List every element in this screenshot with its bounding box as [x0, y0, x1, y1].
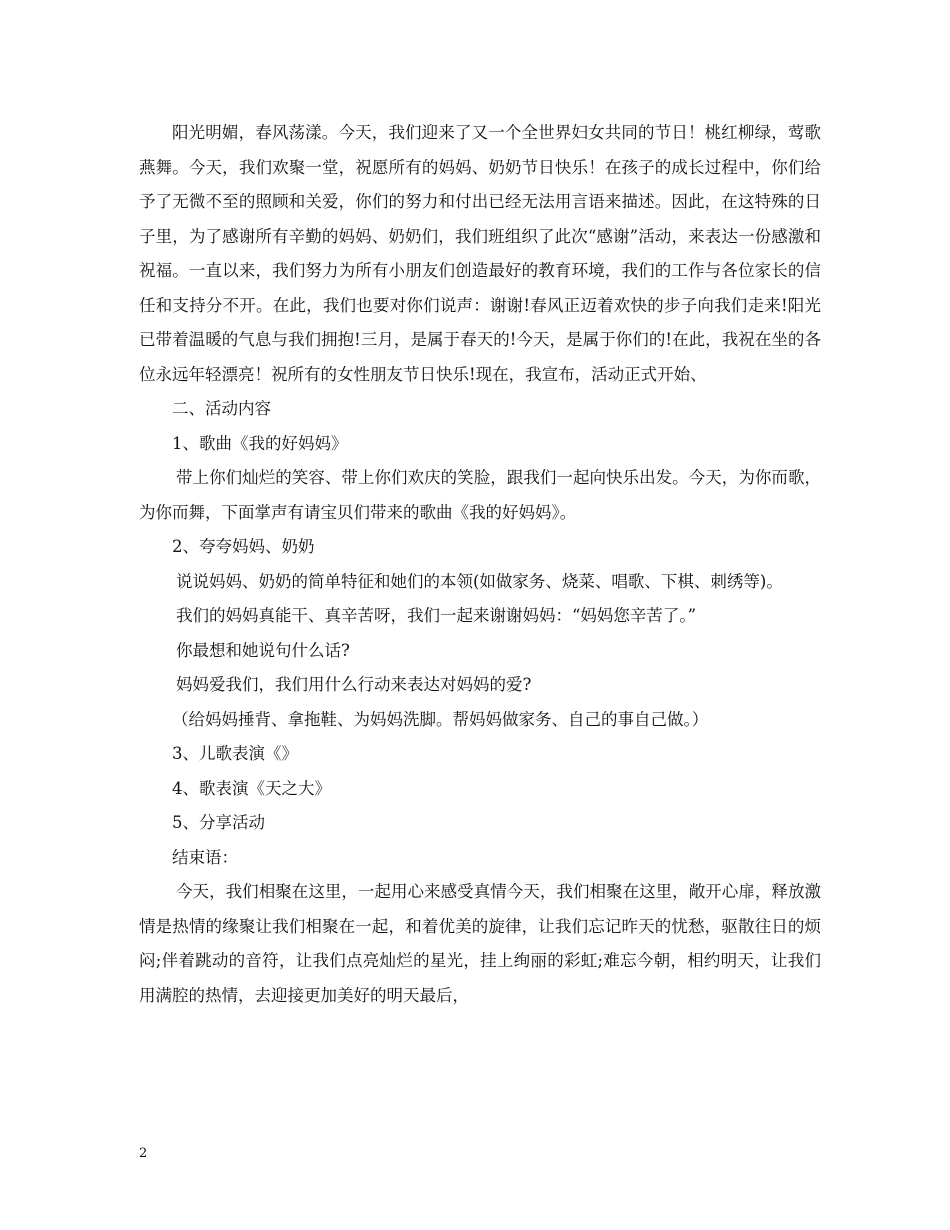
item-heading-rhyme: 3、儿歌表演《》	[172, 744, 298, 763]
item-heading-song: 1、歌曲《我的好妈妈》	[172, 433, 348, 453]
item-heading-praise: 2、夸夸妈妈、奶奶	[172, 537, 315, 556]
paragraph-song: 带上你们灿烂的笑容、带上你们欢庆的笑脸，跟我们一起向快乐出发。今天，为你而歌，为你而舞，下面掌声有请宝贝们带来的歌曲《我的好妈妈》。	[139, 468, 821, 522]
section-heading-activities: 二、活动内容	[172, 399, 271, 418]
closing-heading: 结束语：	[172, 847, 238, 867]
item-heading-sharing: 5、分享活动	[172, 813, 265, 832]
paragraph-question-1: 你最想和她说句什么话?	[176, 640, 350, 660]
document-body	[139, 116, 821, 1013]
paragraph-answer: （给妈妈捶背、拿拖鞋、为妈妈洗脚。帮妈妈做家务、自己的事自己做。）	[172, 709, 709, 729]
paragraph-intro: 阳光明媚，春风荡漾。今天，我们迎来了又一个全世界妇女共同的节日！桃红柳绿，莺歌燕舞。今天，我们欢聚一堂，祝愿所有的妈妈、奶奶节日快乐！在孩子的成长过程中，你们给予了无微不至的照顾和关爱，你们的努力和付出已经无法用言语来描述。因此，在这特殊的日子里，为了感谢所有辛勤的妈妈、奶奶们，我们班组织了此次“感谢”活动，来表达一份感激和祝福。一直以来，我们努力为所有小朋友们创造最好的教育环境，我们的工作与各位家长的信任和支持分不开。在此，我们也要对你们说声：谢谢!春风正迈着欢快的步子向我们走来!阳光已带着温暖的气息与我们拥抱!三月，是属于春天的!今天，是属于你们的!在此，我祝在坐的各位永远年轻漂亮！祝所有的女性朋友节日快乐!现在，我宣布，活动正式开始、	[139, 123, 821, 384]
item-heading-performance: 4、歌表演《天之大》	[172, 778, 331, 798]
paragraph-question-2: 妈妈爱我们，我们用什么行动来表达对妈妈的爱?	[176, 675, 532, 694]
paragraph-thanks: 我们的妈妈真能干、真辛苦呀，我们一起来谢谢妈妈：“妈妈您辛苦了。”	[176, 606, 697, 625]
paragraph-closing: 今天，我们相聚在这里，一起用心来感受真情今天，我们相聚在这里，敞开心扉，释放激情是热情的缘聚让我们相聚在一起，和着优美的旋律，让我们忘记昨天的忧愁，驱散往日的烦闷;伴着跳动的音符，让我们点亮灿烂的星光，挂上绚丽的彩虹;难忘今朝，相约明天，让我们用满腔的热情，去迎接更加美好的明天最后，	[139, 882, 821, 1005]
paragraph-praise-intro: 说说妈妈、奶奶的简单特征和她们的本领(如做家务、烧菜、唱歌、下棋、刺绣等)。	[176, 571, 783, 591]
page-number: 2	[139, 1146, 148, 1161]
